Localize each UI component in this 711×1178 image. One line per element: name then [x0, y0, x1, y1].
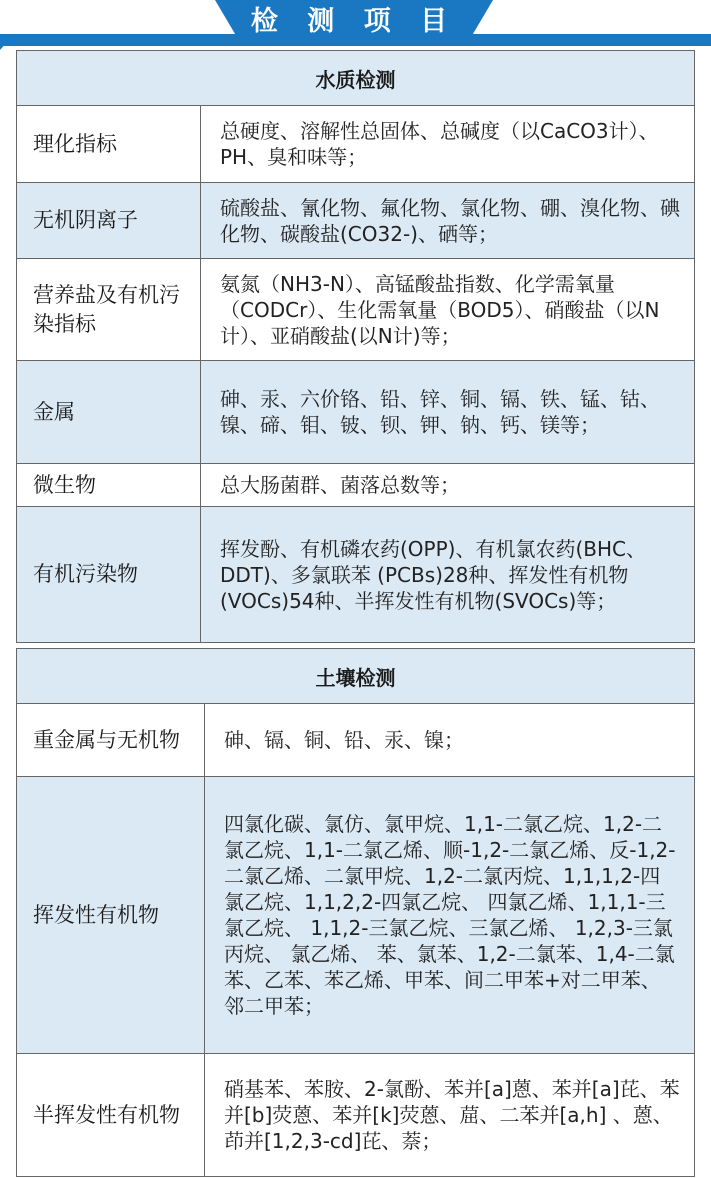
table-row	[17, 1054, 695, 1177]
row-label: 有机污染物	[17, 507, 201, 643]
page-title: 检 测 项 目	[250, 6, 458, 37]
table-row	[17, 361, 695, 464]
row-label: 金属	[17, 361, 201, 464]
table-row	[17, 259, 695, 361]
table-row	[17, 507, 695, 643]
row-value: 硫酸盐、氰化物、氟化物、氯化物、硼、溴化物、碘化物、碳酸盐(CO32-)、硒等；	[201, 183, 695, 259]
row-label: 营养盐及有机污染指标	[17, 259, 201, 361]
section-header-row	[17, 649, 695, 704]
row-label: 半挥发性有机物	[17, 1054, 205, 1177]
water-section-title: 水质检测	[17, 51, 695, 106]
row-value: 四氯化碳、氯仿、氯甲烷、1,1-二氯乙烷、1,2-二氯乙烷、1,1-二氯乙烯、顺-1,2-二氯乙烯、反-1,2-二氯乙烯、二氯甲烷、1,2-二氯丙烷、1,1,1,2-四氯乙烷、1,1,2,2-四氯乙烷、 四氯乙烯、1,1,1-三氯乙烷、 1,1,2-三氯乙烷、三氯乙烯、 1,2,3-三氯丙烷、 氯乙烯、 苯、氯苯、1,2-二氯苯、1,4-二氯苯、乙苯、苯乙烯、甲苯、间二甲苯+对二甲苯、邻二甲苯；	[205, 777, 695, 1054]
title-banner	[0, 0, 711, 52]
row-label: 挥发性有机物	[17, 777, 205, 1054]
row-value: 氨氮（NH3-N）、高锰酸盐指数、化学需氧量（CODCr）、生化需氧量（BOD5）、硝酸盐（以N计）、亚硝酸盐(以N计)等；	[201, 259, 695, 361]
row-label: 重金属与无机物	[17, 704, 205, 777]
water-testing-table	[16, 50, 695, 643]
row-value: 砷、汞、六价铬、铅、锌、铜、镉、铁、锰、钴、镍、碲、钼、铍、钡、钾、钠、钙、镁等；	[201, 361, 695, 464]
row-value: 硝基苯、苯胺、2-氯酚、苯并[a]蒽、苯并[a]芘、苯并[b]荧蒽、苯并[k]荧蒽、䓛、二苯并[a,h] 、蒽、茚并[1,2,3-cd]芘、萘；	[205, 1054, 695, 1177]
row-label: 无机阴离子	[17, 183, 201, 259]
row-label: 理化指标	[17, 106, 201, 183]
row-value: 砷、镉、铜、铅、汞、镍；	[205, 704, 695, 777]
table-row	[17, 183, 695, 259]
table-row	[17, 106, 695, 183]
table-row	[17, 777, 695, 1054]
row-value: 总硬度、溶解性总固体、总碱度（以CaCO3计）、PH、臭和味等；	[201, 106, 695, 183]
section-header-row	[17, 51, 695, 106]
soil-section-title: 土壤检测	[17, 649, 695, 704]
soil-testing-table	[16, 648, 695, 1177]
table-row	[17, 704, 695, 777]
row-value: 挥发酚、有机磷农药(OPP)、有机氯农药(BHC、DDT)、多氯联苯 (PCBs)28种、挥发性有机物(VOCs)54种、半挥发性有机物(SVOCs)等；	[201, 507, 695, 643]
row-value: 总大肠菌群、菌落总数等；	[201, 464, 695, 507]
row-label: 微生物	[17, 464, 201, 507]
table-row	[17, 464, 695, 507]
